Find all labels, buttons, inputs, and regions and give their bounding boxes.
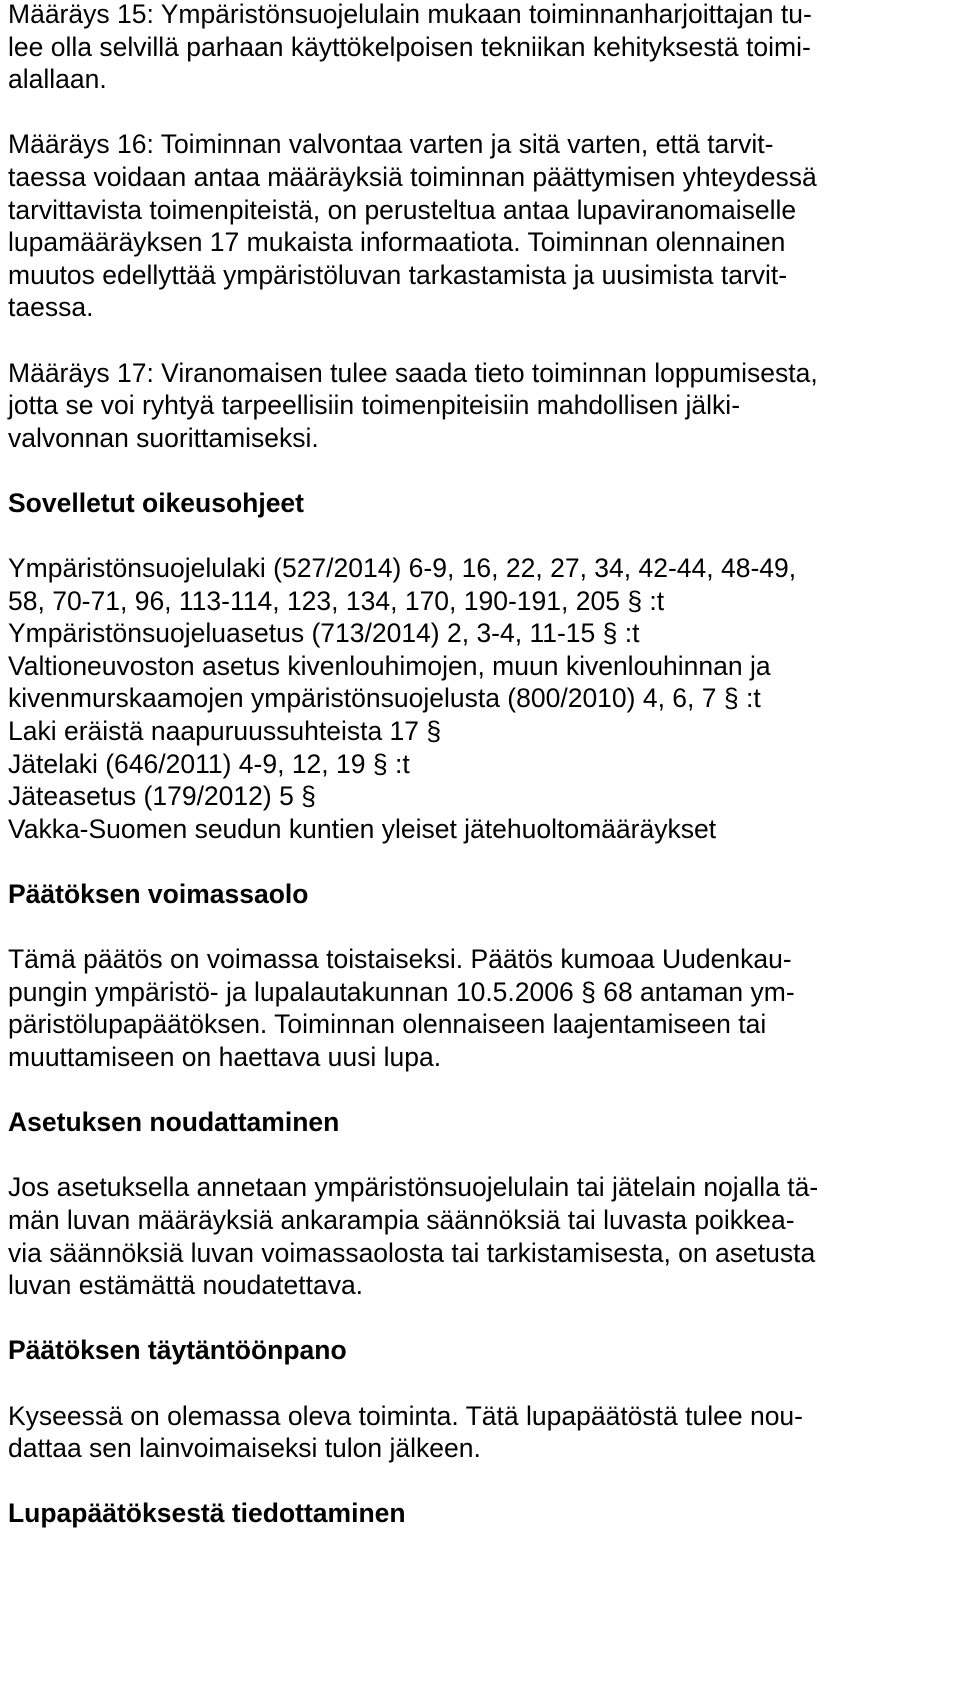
paragraph-gap: [8, 96, 953, 129]
text-line: alallaan.: [8, 64, 107, 95]
text-line: via säännöksiä luvan voimassaolosta tai tarkistamisesta, on asetusta: [8, 1237, 816, 1268]
text-line: män luvan määräyksiä ankarampia säännöksiä tai luvasta poikkea-: [8, 1204, 795, 1235]
paragraph-gap: [8, 1367, 953, 1400]
section-heading: Asetuksen noudattaminen: [8, 1107, 340, 1138]
section-paatoksen-taytantoonpano: [8, 1334, 953, 1464]
paragraph-gap: [8, 1465, 953, 1498]
text-line: Laki eräistä naapuruussuhteista 17 §: [8, 716, 442, 747]
text-line: kivenmurskaamojen ympäristönsuojelusta (800/2010) 4, 6, 7 § :t: [8, 683, 761, 714]
text-line: taessa voidaan antaa määräyksiä toiminnan päättymisen yhteydessä: [8, 161, 817, 192]
text-line: luvan estämättä noudatettava.: [8, 1270, 364, 1301]
text-line: dattaa sen lainvoimaiseksi tulon jälkeen.: [8, 1433, 481, 1464]
text-line: Määräys 17: Viranomaisen tulee saada tieto toiminnan loppumisesta,: [8, 357, 818, 388]
paragraph-gap: [8, 1139, 953, 1172]
text-line: 58, 70-71, 96, 113-114, 123, 134, 170, 190-191, 205 § :t: [8, 585, 665, 616]
text-line: Ympäristönsuojeluasetus (713/2014) 2, 3-4, 11-15 § :t: [8, 618, 640, 649]
paragraph-gap: [8, 911, 953, 944]
section-heading: Sovelletut oikeusohjeet: [8, 487, 304, 518]
text-line: Tämä päätös on voimassa toistaiseksi. Päätös kumoaa Uudenkau-: [8, 944, 792, 975]
paragraph-gap: [8, 454, 953, 487]
section-heading: Päätöksen täytäntöönpano: [8, 1335, 347, 1366]
text-line: tarvittavista toimenpiteistä, on perusteltua antaa lupaviranomaiselle: [8, 194, 797, 225]
paragraph-gap: [8, 520, 953, 553]
section-heading: Päätöksen voimassaolo: [8, 879, 309, 910]
text-line: taessa.: [8, 292, 94, 323]
paragraph-maarays-17: [8, 357, 953, 455]
text-line: valvonnan suorittamiseksi.: [8, 422, 319, 453]
paragraph-gap: [8, 324, 953, 357]
text-line: lee olla selvillä parhaan käyttökelpoisen tekniikan kehityksestä toimi-: [8, 31, 811, 62]
text-line: Jätelaki (646/2011) 4-9, 12, 19 § :t: [8, 748, 410, 779]
paragraph-maarays-15: [8, 0, 953, 96]
text-line: muutos edellyttää ympäristöluvan tarkastamista ja uusimista tarvit-: [8, 259, 788, 290]
paragraph-gap: [8, 1302, 953, 1335]
text-line: Jäteasetus (179/2012) 5 §: [8, 781, 316, 812]
text-line: muuttamiseen on haettava uusi lupa.: [8, 1042, 442, 1072]
paragraph-maarays-16: [8, 128, 953, 324]
text-line: Ympäristönsuojelulaki (527/2014) 6-9, 16, 22, 27, 34, 42-44, 48-49,: [8, 553, 797, 584]
text-line: jotta se voi ryhtyä tarpeellisiin toimenpiteisiin mahdollisen jälki-: [8, 390, 741, 421]
document-page: [8, 0, 953, 1530]
text-line: lupamääräyksen 17 mukaista informaatiota. Toiminnan olennainen: [8, 227, 786, 258]
section-paatoksen-voimassaolo: [8, 878, 953, 1074]
text-line: Vakka-Suomen seudun kuntien yleiset jätehuoltomääräykset: [8, 813, 717, 844]
section-asetuksen-noudattaminen: [8, 1106, 953, 1302]
text-line: päristölupapäätöksen. Toiminnan olennaiseen laajentamiseen tai: [8, 1009, 767, 1040]
text-line: Kyseessä on olemassa oleva toiminta. Tätä lupapäätöstä tulee nou-: [8, 1400, 803, 1431]
section-heading: Lupapäätöksestä tiedottaminen: [8, 1498, 406, 1529]
text-line: Määräys 16: Toiminnan valvontaa varten ja sitä varten, että tarvit-: [8, 129, 774, 160]
paragraph-gap: [8, 1074, 953, 1107]
section-sovelletut-oikeusohjeet: [8, 487, 953, 846]
text-line: Määräys 15: Ympäristönsuojelulain mukaan toiminnanharjoittajan tu-: [8, 0, 812, 29]
text-line: pungin ympäristö- ja lupalautakunnan 10.5.2006 § 68 antaman ym-: [8, 976, 795, 1007]
section-lupapaatoksesta-tiedottaminen: [8, 1497, 953, 1530]
text-line: Jos asetuksella annetaan ympäristönsuojelulain tai jätelain nojalla tä-: [8, 1172, 819, 1203]
text-line: Valtioneuvoston asetus kivenlouhimojen, muun kivenlouhinnan ja: [8, 650, 771, 681]
paragraph-gap: [8, 845, 953, 878]
